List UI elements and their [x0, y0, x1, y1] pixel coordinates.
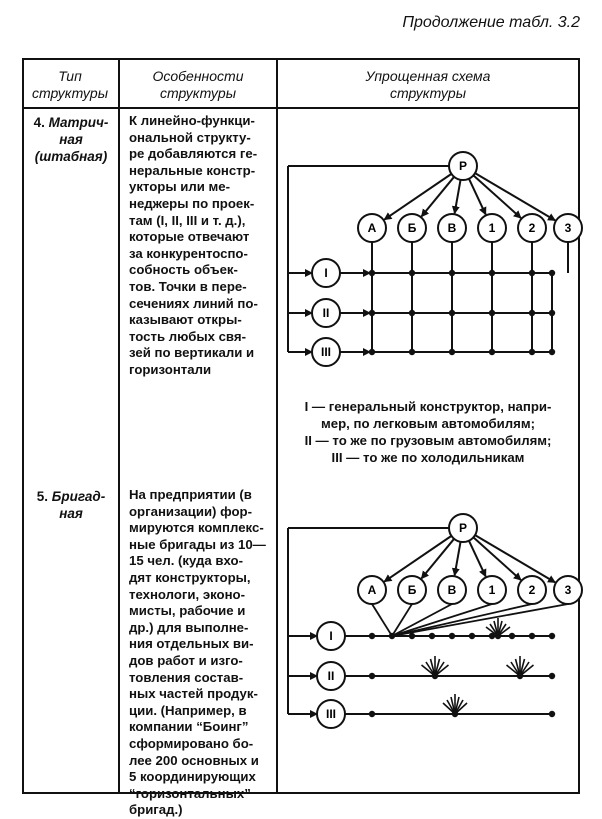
department-node-label: 2: [528, 221, 536, 235]
junction-dot: [369, 673, 375, 679]
junction-dot: [452, 711, 458, 717]
junction-dot: [449, 633, 455, 639]
top-manager-node-label: Р: [458, 521, 468, 535]
header-line: структуры: [159, 85, 237, 101]
brigade-structure-diagram: [288, 514, 582, 728]
junction-dot: [549, 711, 555, 717]
junction-dot: [449, 310, 455, 316]
row-number: 4.: [33, 115, 49, 130]
matrix-structure-diagram: [288, 152, 582, 366]
department-node-label: А: [367, 221, 377, 235]
header-line: структуры: [389, 85, 467, 101]
junction-dot: [529, 349, 535, 355]
junction-dot: [369, 349, 375, 355]
junction-dot: [549, 633, 555, 639]
junction-dot: [517, 673, 523, 679]
junction-dot: [432, 673, 438, 679]
junction-dot: [449, 270, 455, 276]
junction-dot: [549, 349, 555, 355]
brigade-link: [372, 604, 392, 636]
junction-dot: [549, 310, 555, 316]
department-node-label: 1: [488, 583, 496, 597]
row-name-line: ная: [59, 506, 83, 521]
project-manager-node-label: II: [322, 306, 330, 320]
department-node-label: 1: [488, 221, 496, 235]
project-manager-node-label: III: [325, 707, 337, 721]
junction-dot: [409, 270, 415, 276]
junction-dot: [409, 633, 415, 639]
row-name-line: (штабная): [34, 149, 108, 164]
junction-dot: [369, 310, 375, 316]
row-name-line: Бригад-: [51, 489, 106, 504]
junction-dot: [549, 673, 555, 679]
row-features-matrix: К линейно-функци- ональной структу- ре добавляются ге- неральные констр- укторы или ме- неджеры по проек- там (I, II, III и т. д.), которые отвечают за конкурентоспо- собность объек- тов. Точки в пере- сечениях линий по- казывают откры- тость любых свя- зей по вертикали и горизонтали: [129, 113, 258, 377]
project-manager-node-label: I: [329, 629, 333, 643]
row-features-brigade: На предприятии (в организации) фор- мируются комплекс- ные бригады из 10— 15 чел. (куда вхо- дят конструкторы, технологи, эконо- мисты, рабочие и др.) для выполне- ния отдельных ви- дов работ и изго- товления состав- ных частей продук- ции. (Например, в компании “Боинг” сформировано бо- лее 200 основных и 5 координирующих “горизонтальных” бригад.): [129, 487, 266, 818]
junction-dot: [429, 633, 435, 639]
junction-dot: [449, 349, 455, 355]
header-line: Тип: [58, 68, 82, 84]
department-node-label: Б: [407, 583, 417, 597]
hierarchy-arrow: [384, 174, 451, 220]
header-line: структуры: [31, 85, 109, 101]
project-manager-node-label: II: [327, 669, 335, 683]
junction-dot: [529, 633, 535, 639]
table-caption: Продолжение табл. 3.2: [402, 14, 580, 31]
row-name-line: Матрич-: [48, 115, 109, 130]
junction-dot: [489, 270, 495, 276]
junction-dot: [409, 349, 415, 355]
department-node-label: 2: [528, 583, 536, 597]
brigade-link: [392, 604, 532, 636]
project-manager-node-label: III: [320, 345, 332, 359]
junction-dot: [529, 310, 535, 316]
header-line: Упрощенная схема: [365, 68, 491, 84]
department-node-label: В: [447, 583, 457, 597]
top-manager-node-label: Р: [458, 159, 468, 173]
department-node-label: В: [447, 221, 457, 235]
junction-dot: [369, 711, 375, 717]
junction-dot: [489, 310, 495, 316]
junction-dot: [495, 633, 501, 639]
hierarchy-arrow: [455, 542, 461, 575]
department-node-label: Б: [407, 221, 417, 235]
junction-dot: [549, 270, 555, 276]
row-number: 5.: [36, 489, 52, 504]
junction-dot: [529, 270, 535, 276]
diagram-legend: I — генеральный конструктор, напри- мер, по легковым автомобилям; II — то же по грузовым автомобилям; III — то же по холодильникам: [304, 399, 552, 465]
department-node-label: 3: [564, 221, 572, 235]
department-node-label: 3: [564, 583, 572, 597]
junction-dot: [369, 633, 375, 639]
junction-dot: [409, 310, 415, 316]
department-node-label: А: [367, 583, 377, 597]
header-line: Особенности: [152, 68, 244, 84]
junction-dot: [469, 633, 475, 639]
junction-dot: [509, 633, 515, 639]
project-manager-node-label: I: [324, 266, 328, 280]
row-name-line: ная: [59, 132, 83, 147]
junction-dot: [489, 349, 495, 355]
brigade-link: [392, 604, 568, 636]
hierarchy-arrow: [455, 180, 461, 213]
hierarchy-arrow: [384, 536, 451, 582]
junction-dot: [369, 270, 375, 276]
